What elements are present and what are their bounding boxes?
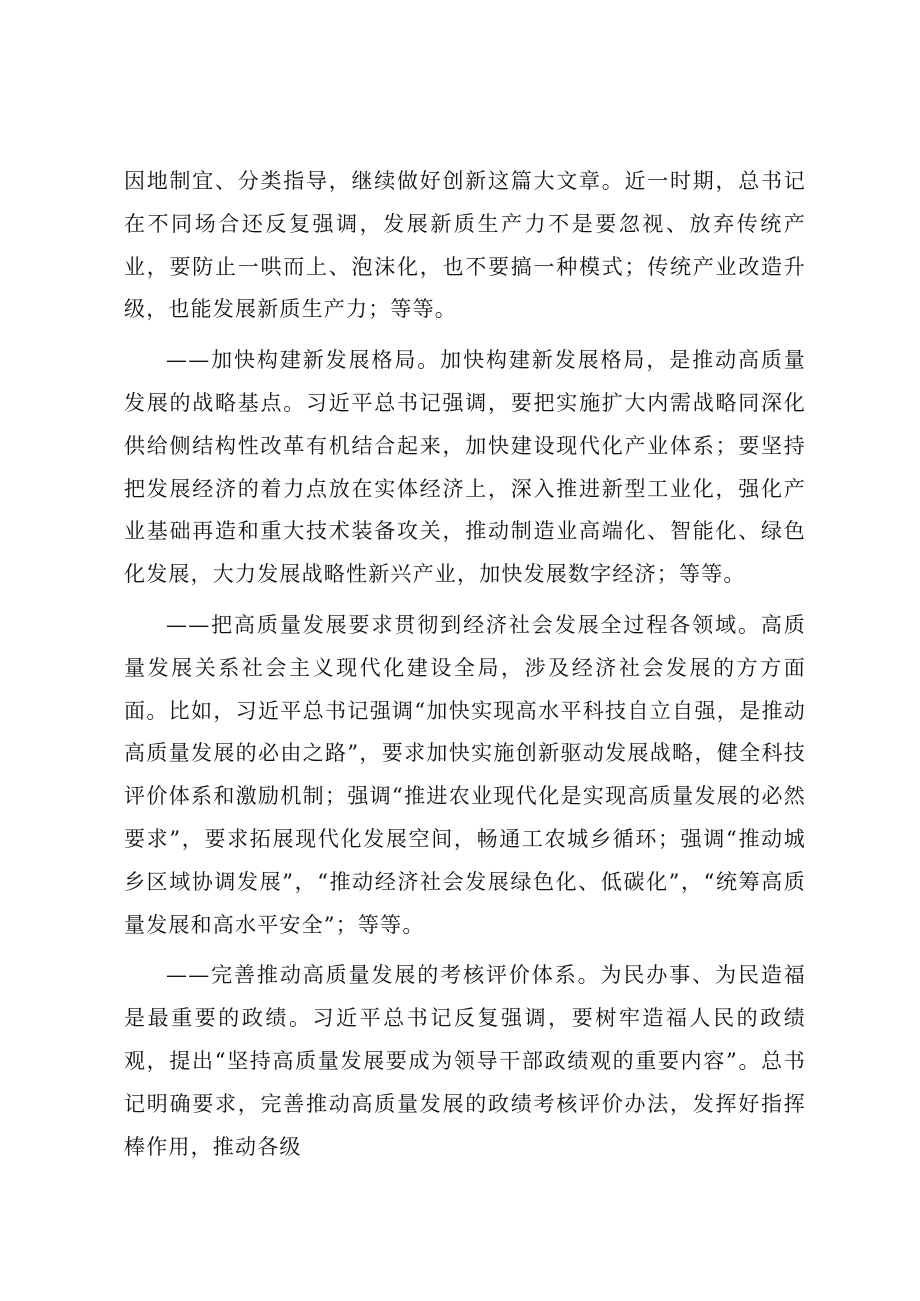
paragraph-high-quality-development-requirements: ——把高质量发展要求贯彻到经济社会发展全过程各领域。高质量发展关系社会主义现代化建设全局，涉及经济社会发展的方方面面。比如，习近平总书记强调“加快实现高水平科技自立自强，是推动高质量发展的必由之路”，要求加快实施创新驱动发展战略，健全科技评价体系和激励机制；强调“推进农业现代化是实现高质量发展的必然要求”，要求拓展现代化发展空间，畅通工农城乡循环；强调“推动城乡区域协调发展”，“推动经济社会发展绿色化、低碳化”，“统筹高质量发展和高水平安全”；等等。 [124, 612, 806, 937]
paragraph-evaluation-system: ——完善推动高质量发展的考核评价体系。为民办事、为民造福是最重要的政绩。习近平总书记反复强调，要树牢造福人民的政绩观，提出“坚持高质量发展要成为领导干部政绩观的重要内容”。总书记明确要求，完善推动高质量发展的政绩考核评价办法，发挥好指挥棒作用，推动各级 [124, 963, 806, 1159]
paragraph-continuation: 因地制宜、分类指导，继续做好创新这篇大文章。近一时期，总书记在不同场合还反复强调，发展新质生产力不是要忽视、放弃传统产业，要防止一哄而上、泡沫化，也不要搞一种模式；传统产业改造升级，也能发展新质生产力；等等。 [124, 169, 806, 322]
document-body [124, 160, 806, 1168]
paragraph-new-development-pattern: ——加快构建新发展格局。加快构建新发展格局，是推动高质量发展的战略基点。习近平总书记强调，要把实施扩大内需战略同深化供给侧结构性改革有机结合起来，加快建设现代化产业体系；要坚持把发展经济的着力点放在实体经济上，深入推进新型工业化，强化产业基础再造和重大技术装备攻关，推动制造业高端化、智能化、绿色化发展，大力发展战略性新兴产业，加快发展数字经济；等等。 [124, 348, 806, 587]
